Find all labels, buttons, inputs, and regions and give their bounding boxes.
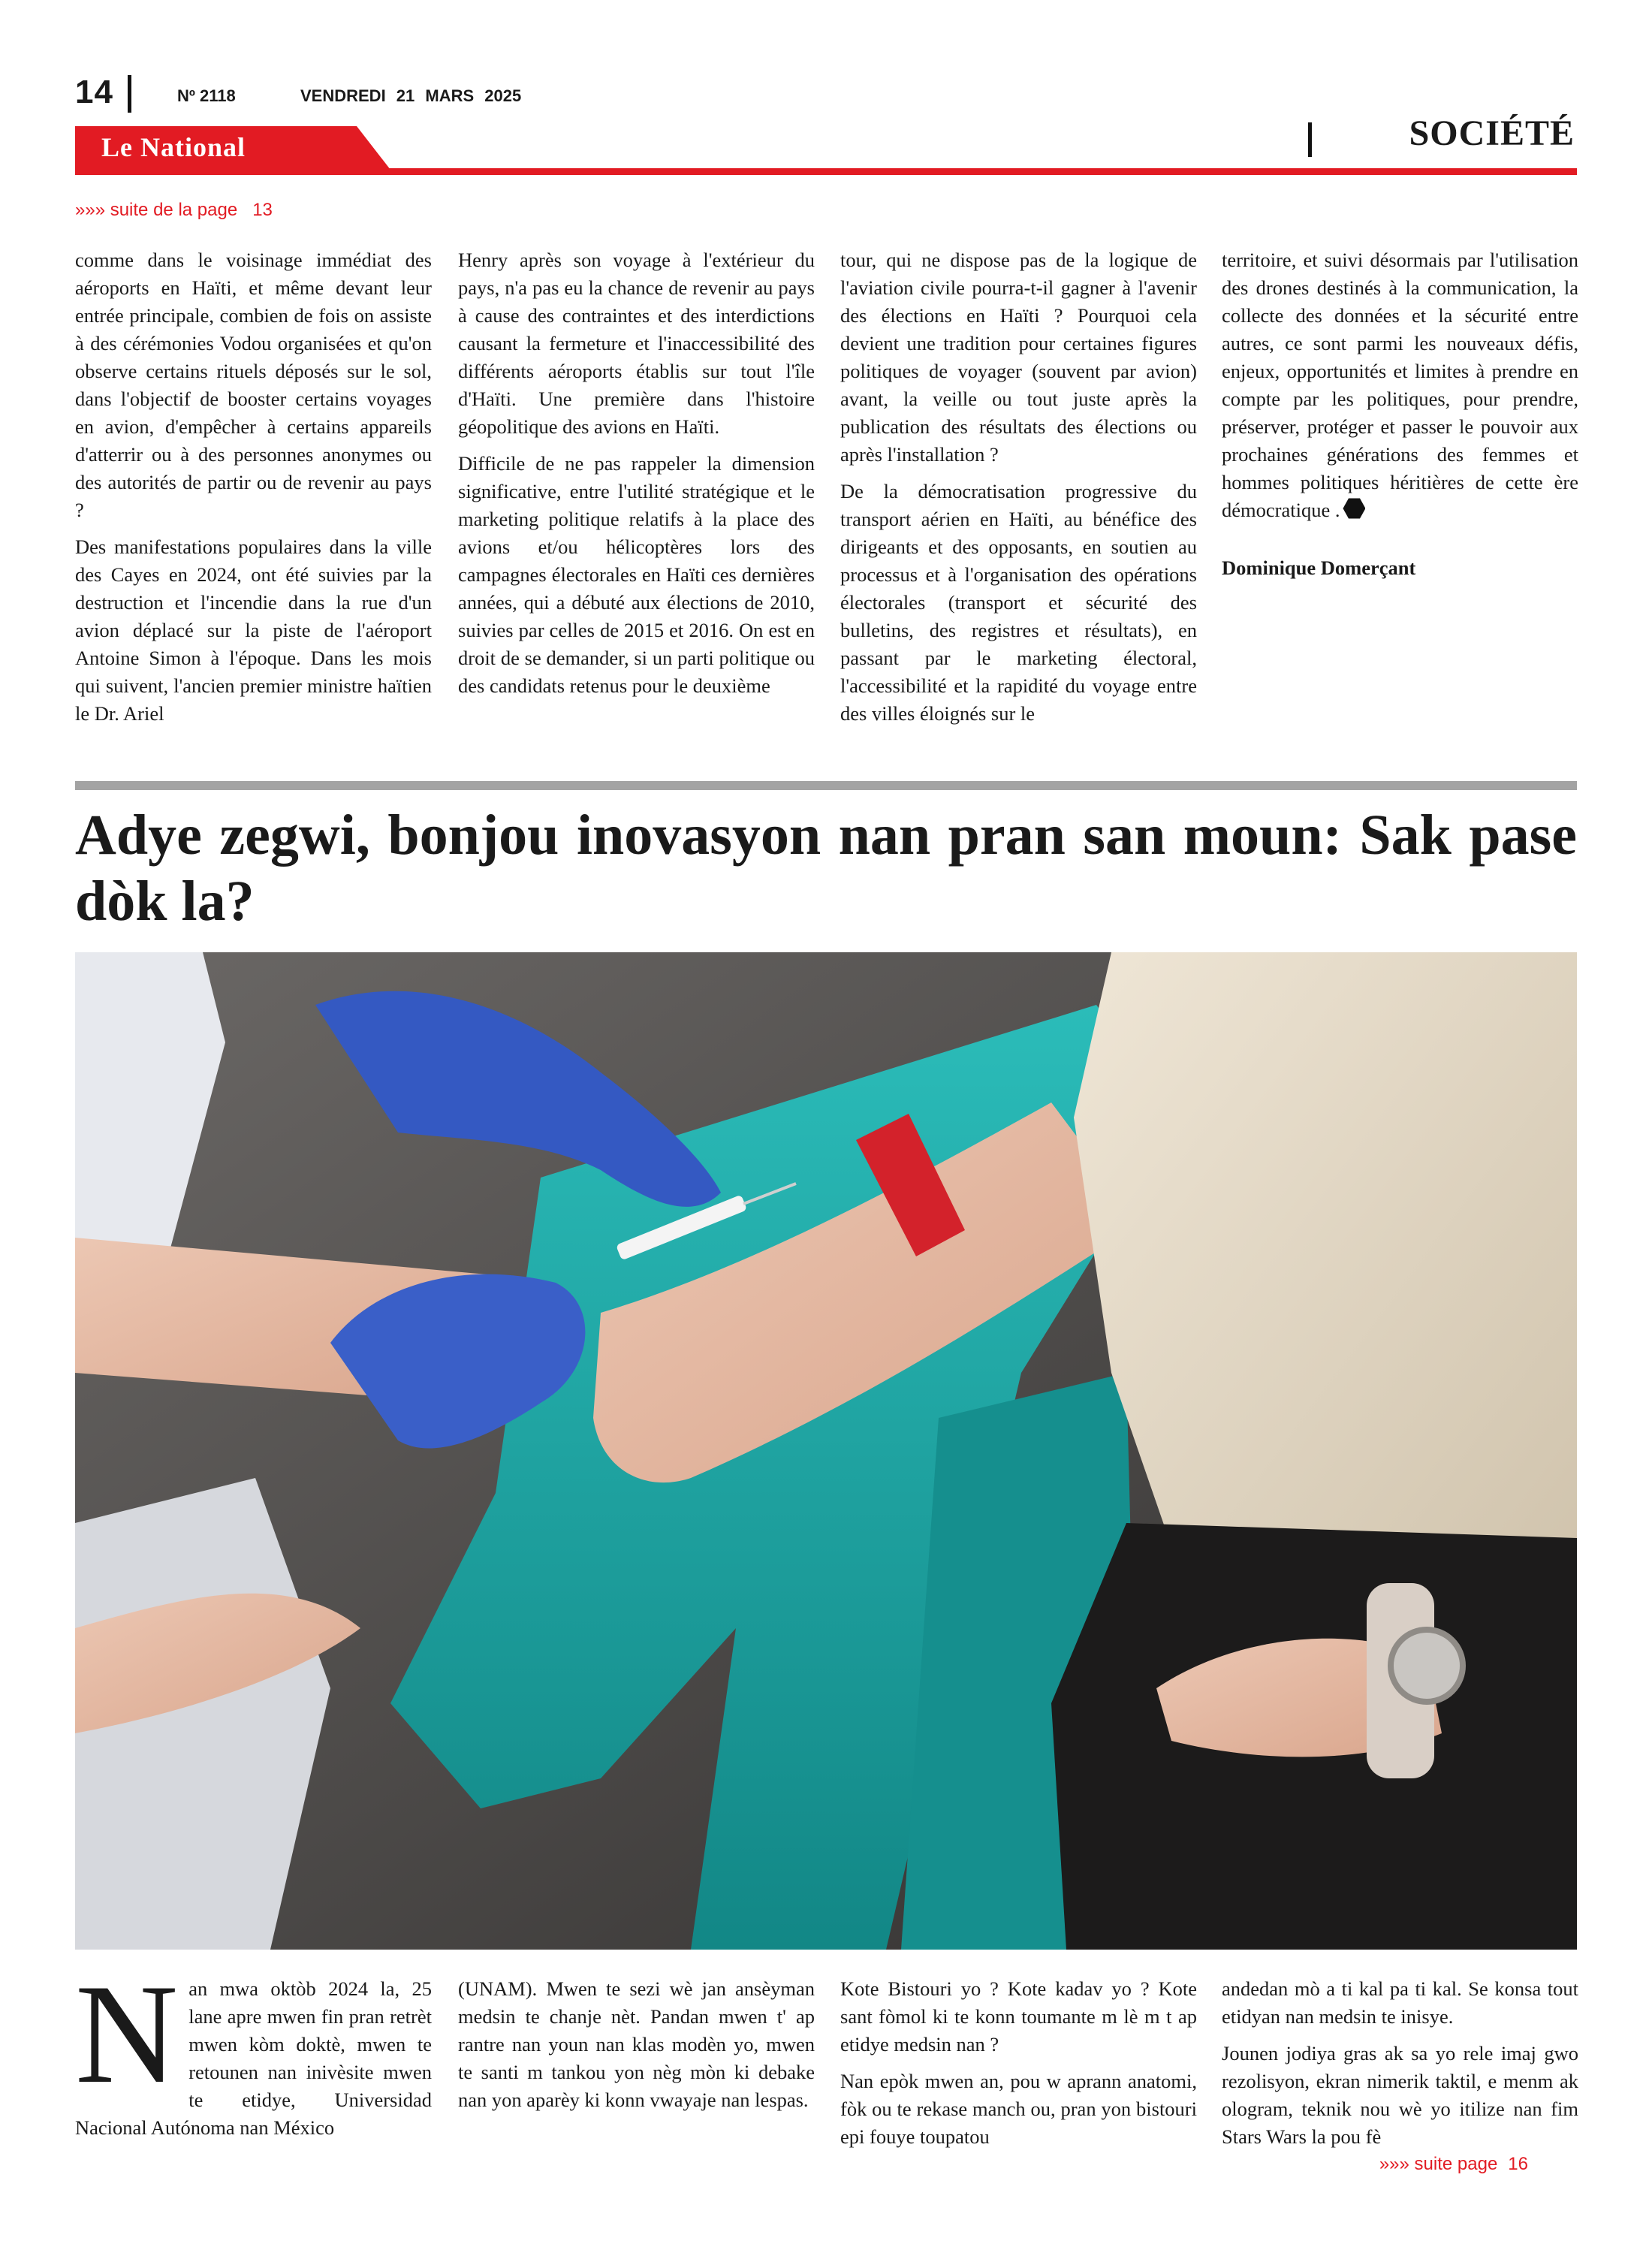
issue-number: Nº 2118: [177, 86, 236, 105]
paragraph: andedan mò a ti kal pa ti kal. Se konsa tout etidyan nan medsin te inisye.: [1222, 1977, 1578, 2028]
end-of-article-icon: [1343, 497, 1365, 520]
paragraph: Des manifestations populaires dans la ville des Cayes en 2024, ont été suivies par la destruction et l'incendie dans la rue d'un avion déplacé sur la piste de l'aéroport Antoine Simon à l'époque. Dans les mois qui suivent, l'ancien premier ministre haïtien le Dr. Ariel: [75, 535, 432, 725]
top-article-column-2: [458, 246, 815, 709]
header-rule: [75, 168, 1577, 175]
paragraph: Nan epòk mwen an, pou w aprann anatomi, fòk ou te rekase manch ou, pran yon bistouri epi fouye toupatou: [840, 2070, 1197, 2148]
section-title: SOCIÉTÉ: [1409, 113, 1575, 153]
header-divider: [128, 75, 131, 113]
top-article-column-3: [840, 246, 1197, 737]
bottom-article-column-4: [1222, 1975, 1578, 2160]
article-photo: [75, 952, 1577, 1950]
paragraph: [75, 1956, 432, 2142]
paragraph: De la démocratisation progressive du transport aérien en Haïti, au bénéfice des dirigeants et des opposants, en soutien au processus et à l'organisation des opérations électorales (transport et sécurité des bulletins, des registres et résultats), en passant par le marketing électoral, l'accessibilité et la rapidité du voyage entre des villes éloignés sur le: [840, 480, 1197, 725]
continued-to: [1379, 2154, 1528, 2175]
page-number: 14: [75, 74, 113, 110]
continued-to-page: 16: [1508, 2154, 1528, 2174]
paragraph-text: territoire, et suivi désormais par l'utilisation des drones destinés à la communication, la collecte des données et la sécurité entre autres, ce sont parmi les nouveaux défis, enjeux, opportunités et limites à prendre en compte par les politiques, pour prendre, préserver, protéger et passer le pouvoir aux prochaines générations des femmes et hommes politiques héritières de cette ère démocratique .: [1222, 249, 1578, 521]
section-divider: [1308, 122, 1312, 157]
author-byline: Dominique Domerçant: [1222, 556, 1416, 579]
bottom-article-column-2: [458, 1975, 815, 2123]
headline: Adye zegwi, bonjou inovasyon nan pran san moun: Sak pase dòk la?: [75, 804, 1577, 933]
paragraph: comme dans le voisinage immédiat des aéroports en Haïti, et même devant leur entrée principale, combien de fois on assiste à des cérémonies Vodou organisées et qu'on observe certains rituels déposés sur le sol, dans l'objectif de booster certains voyages en avion, d'empêcher à certains appareils d'atterrir ou à des personnes anonymes ou des autorités de partir ou de revenir au pays ?: [75, 249, 432, 521]
continued-from-page: 13: [252, 200, 273, 220]
continued-from-label: »»» suite de la page: [75, 200, 238, 220]
top-article-column-4: [1222, 246, 1578, 591]
paragraph: Difficile de ne pas rappeler la dimension significative, entre l'utilité stratégique et le marketing politique relatifs à la place des avions et/ou hélicoptères lors des campagnes électorales en Haïti ces dernières années, qui a débuté aux élections de 2010, suivies par celles de 2015 et 2016. On est en droit de se demander, si un parti politique ou des candidats retenus pour le deuxième: [458, 452, 815, 697]
paragraph: Jounen jodiya gras ak sa yo rele imaj gwo rezolisyon, ekran nimerik taktil, e menm ak ologram, teknik nou wè yo itilize nan fim Stars Wars la pou fè: [1222, 2042, 1578, 2148]
blood-draw-illustration: [75, 952, 1577, 1950]
top-article-column-1: [75, 246, 432, 737]
paragraph: (UNAM). Mwen te sezi wè jan ansèyman medsin te chanje nèt. Pandan mwen t' ap rantre nan youn nan klas modèn yo, mwen te santi m tankou yon nèg mòn ki debake nan yon aparèy ki konn vwayaje nan lespas.: [458, 1977, 815, 2111]
article-separator: [75, 781, 1577, 790]
bottom-article-column-3: [840, 1975, 1197, 2160]
brand-logo: Le National: [101, 132, 246, 162]
continued-to-label: »»» suite page: [1379, 2154, 1498, 2174]
bottom-article-column-1: [75, 1956, 432, 2151]
paragraph: Henry après son voyage à l'extérieur du pays, n'a pas eu la chance de revenir au pays à cause des contraintes et des interdictions causant la fermeture et l'inaccessibilité des différents aéroports établis sur tout l'île d'Haïti. Une première dans l'histoire géopolitique des avions en Haïti.: [458, 249, 815, 438]
issue-date: VENDREDI 21 MARS 2025: [300, 86, 522, 105]
paragraph: Kote Bistouri yo ? Kote kadav yo ? Kote sant fòmol ki te konn toumante m lè m t ap etidye medsin nan ?: [840, 1977, 1197, 2055]
continued-from: [75, 200, 273, 221]
paragraph: [1222, 246, 1578, 524]
drop-cap: N: [75, 1956, 179, 2113]
paragraph-text: an mwa oktòb 2024 la, 25 lane apre mwen fin pran retrèt mwen kòm doktè, mwen te retounen nan inivèsite mwen te etidye, Universidad Nacional Autónoma nan México: [75, 1977, 432, 2139]
paragraph: tour, qui ne dispose pas de la logique de l'aviation civile pourra-t-il gagner à l'avenir des élections en Haïti ? Pourquoi cela devient une tradition pour certaines figures politiques de voyager (souvent par avion) avant, la veille ou tout juste après la publication des résultats des élections ou après l'installation ?: [840, 249, 1197, 466]
